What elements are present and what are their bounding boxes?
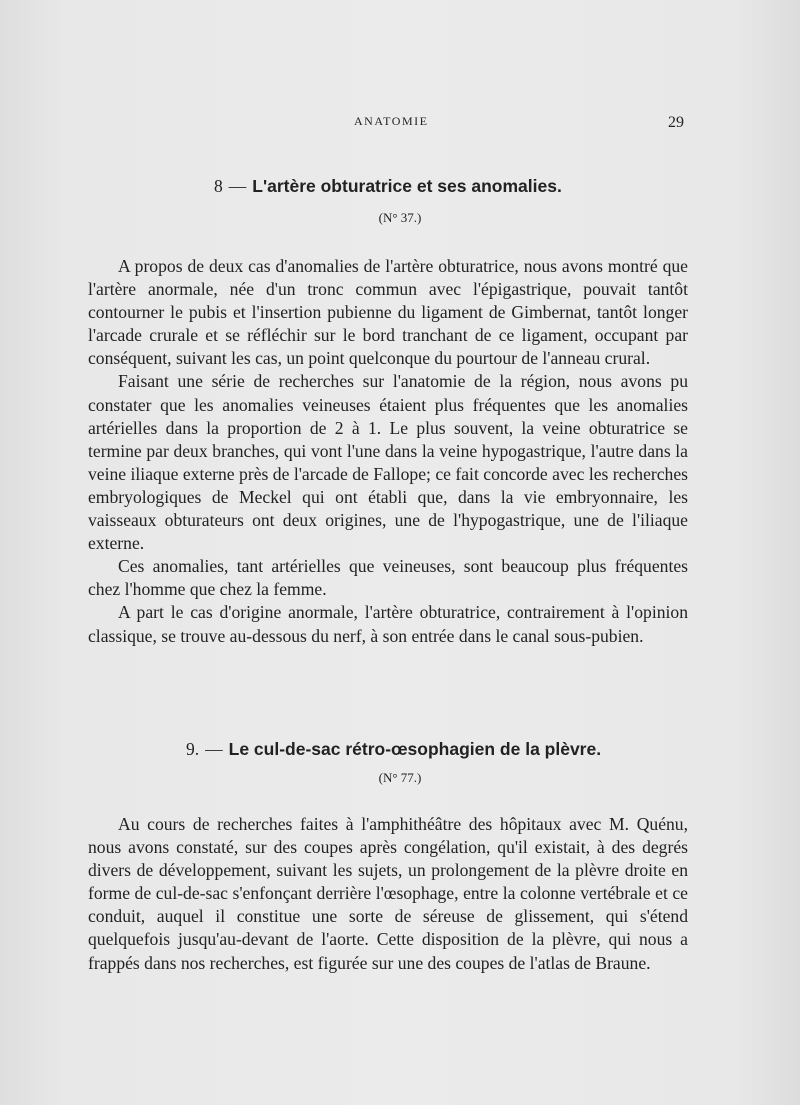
section-body-8 [88,255,688,648]
paragraph: A part le cas d'origine anormale, l'artère obturatrice, contrairement à l'opinion classique, se trouve au-dessous du nerf, à son entrée dans le canal sous-pubien. [88,602,688,646]
section-dash: — [228,176,247,196]
section-title: Le cul-de-sac rétro-œsophagien de la plèvre. [228,739,602,759]
paragraph: A propos de deux cas d'anomalies de l'artère obturatrice, nous avons montré que l'artère anormale, née d'un tronc commun avec l'épigastrique, pouvait tantôt contourner le pubis et l'insertion pubienne du ligament de Gimbernat, tantôt longer l'arcade crurale et se réfléchir sur le bord tranchant de ce ligament, occupant par conséquent, suivant les cas, un point quelconque du pourtour de l'anneau crural. [88,256,688,369]
paragraph: Faisant une série de recherches sur l'anatomie de la région, nous avons pu constater que les anomalies veineuses étaient plus fréquentes que les anomalies artérielles dans la proportion de 2 à 1. Le plus souvent, la veine obturatrice se termine par deux branches, qui vont l'une dans la veine hypogastrique, l'autre dans la veine iliaque externe près de l'arcade de Fallope; ce fait concorde avec les recherches embryologiques de Meckel qui ont établi que, dans la vie embryonnaire, les vaisseaux obturateurs ont deux origines, une de l'hypogastrique, une de l'iliaque externe. [88,371,688,554]
section-heading-9 [0,739,800,760]
section-dash: — [205,739,223,759]
section-number: 9. [186,739,200,759]
section-title: L'artère obturatrice et ses anomalies. [252,176,562,196]
page-number: 29 [668,114,684,131]
section-reference: (N° 77.) [378,770,422,785]
paragraph: Au cours de recherches faites à l'amphithéâtre des hôpitaux avec M. Quénu, nous avons constaté, sur des coupes après congélation, qu'il existait, à des degrés divers de développement, suivant les sujets, un prolongement de la plèvre droite en forme de cul-de-sac s'enfonçant derrière l'œsophage, entre la colonne vertébrale et ce conduit, auquel il constitue une sorte de séreuse de glissement, qui s'étend quelquefois jusqu'au-devant de l'aorte. Cette disposition de la plèvre, qui nous a frappés dans nos recherches, est figurée sur une des coupes de l'atlas de Braune. [88,814,688,973]
section-reference: (N° 37.) [378,210,422,225]
section-body-9 [88,813,688,975]
running-title: ANATOMIE [354,114,429,128]
section-number: 8 [214,176,223,196]
paragraph: Ces anomalies, tant artérielles que veineuses, sont beaucoup plus fréquentes chez l'homme que chez la femme. [88,556,688,600]
page-header [0,114,800,134]
section-heading-8 [0,176,800,197]
